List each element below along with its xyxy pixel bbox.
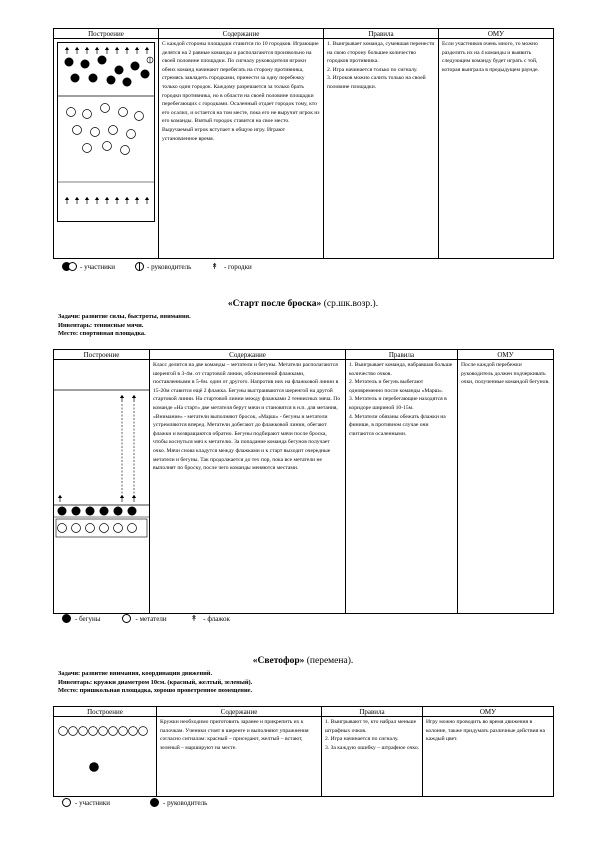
thrower [128, 524, 137, 533]
thrower [72, 524, 81, 533]
flag-icon: ↟ [190, 614, 198, 623]
flag-head [120, 495, 124, 498]
game2-title [53, 299, 553, 309]
game3-task: Задачи: развитие внимания, координации движений. [58, 670, 213, 677]
participant-dark [89, 74, 98, 83]
legend-flags: - флажок [203, 614, 230, 623]
thrower [100, 524, 109, 533]
participant-light [73, 126, 82, 135]
participant-icon-outline [68, 262, 77, 271]
game3-omu: Игру можно проводить во время движения в колонне, также придумать различные действия на каждый цвет. [423, 717, 554, 797]
leader-icon [150, 798, 159, 807]
runner-icon [62, 614, 71, 623]
game3-diagram-cell [54, 717, 157, 797]
participant-light [67, 108, 76, 117]
thrower [58, 524, 67, 533]
participant-dark [131, 62, 140, 71]
participant-dark [115, 66, 124, 75]
legend-throwers: - метатели [135, 614, 167, 623]
participant [129, 727, 138, 736]
flag-marker [58, 495, 62, 502]
header-omu: ОМУ [439, 29, 554, 39]
flag-head [120, 395, 124, 398]
flag-marker [120, 495, 124, 502]
game3-content: Кружки необходимо приготовить заранее и прикрепить их к палочкам. Ученики стоят в шеренге и выполняют упражнения согласно сигналам: красный – приседают, желтый – встают, зеленый – маршируют на месте. [157, 717, 322, 797]
participant-light [121, 146, 130, 155]
legend-participants: - участники [75, 798, 111, 807]
participant-dark [71, 74, 80, 83]
game3-inventory: Инвентарь: кружки диаметром 10см. (красный, желтый, зеленый). [58, 678, 253, 686]
participant-light [83, 144, 92, 153]
game2-title-name: «Старт после броска» [227, 299, 322, 309]
header-construction: Построение [54, 29, 159, 39]
game1-omu: Если участников очень много, то можно разделить их на 4 команды и выявить следующим команду будет играть с той, которая выиграла в предыдущем раунде. [439, 39, 554, 259]
flag-marker [120, 395, 124, 402]
runner [114, 507, 123, 516]
participant-light [135, 112, 144, 121]
legend-runners: - бегуны [75, 614, 101, 623]
game2-inventory: Инвентарь: теннисные мячи. [58, 321, 144, 329]
participant-light [91, 128, 100, 137]
game2-field-diagram [54, 360, 149, 608]
game3-legend [62, 798, 362, 807]
header-rules: Правила [324, 29, 439, 39]
legend-towns: - городки [223, 262, 252, 271]
game2-task: Задачи: развитие силы, быстроты, внимания. [58, 313, 191, 320]
runner [128, 507, 137, 516]
game2-diagram-cell [54, 360, 150, 614]
flag-marker [132, 495, 136, 502]
header-construction: Построение [54, 707, 157, 717]
header-construction: Построение [54, 350, 150, 360]
runner [86, 507, 95, 516]
game3-table [53, 706, 554, 797]
participant-dark [107, 76, 116, 85]
game1-field-diagram [57, 42, 155, 222]
participant-dark [81, 60, 90, 69]
flag-head [132, 495, 136, 498]
participant-light [109, 126, 118, 135]
participant-dark [98, 56, 107, 65]
game2-table [53, 349, 554, 614]
legend-participants: - участники [80, 262, 116, 271]
game2-title-suffix: (ср.шк.возр.). [321, 299, 379, 309]
participant [139, 727, 148, 736]
header-omu: ОМУ [423, 707, 554, 717]
header-content: Содержание [157, 707, 322, 717]
game3-place: Место: пришкольная площадка, хорошо проветренное помещение. [58, 687, 253, 694]
game2-omu: После каждой перебежки руководитель должен подчеркивать очки, полученные командой бегунов. [458, 360, 554, 614]
game1-diagram-cell [54, 39, 159, 259]
participant [79, 727, 88, 736]
game3-title [53, 656, 553, 666]
game1-table [53, 28, 554, 259]
game1-legend [62, 262, 362, 271]
flag-head [58, 495, 62, 498]
game2-rules: 1. Выигрывает команда, набравшая больше количество очков. 2. Метатель и бегунь выбегают одновременно после команды «Марш». 3. Метатель и перебегающие находятся в коридоре шириной 10-15м. 4. Метатели обязаны обежать флажки на финише, в противном случае они считаются осаленными. [346, 360, 458, 614]
header-omu: ОМУ [458, 350, 554, 360]
participant-dark [65, 58, 74, 67]
game2-meta [58, 313, 548, 339]
thrower [86, 524, 95, 533]
participant-light [103, 142, 112, 151]
flag-marker [132, 395, 136, 402]
legend-leader: - руководитель [147, 262, 192, 271]
game3-title-suffix: (перемена). [304, 656, 354, 666]
participant-light [101, 104, 110, 113]
participant-light [83, 110, 92, 119]
header-rules: Правила [346, 350, 458, 360]
participant-dark [123, 78, 132, 87]
header-content: Содержание [159, 29, 324, 39]
game2-content: Класс делится на две команды – метатели и бегуны. Метатели располагаются шеренгой в 3-4м. от стартовой линии, обозначенной флажками, поставленными в 5-6м. один от другого. Напротив них на флажковой линии в 15-20м ставится ещё 2 флажка. Бегуны выстраиваются шеренгой на другой стартовой линии. На стартовой линии между флажками 2 теннисных мяча. По команде «На старт» две метателя берут мячи и становятся в н.п. для метания, «Внимание» - метатели выполняют бросок, «Марш» - бегуны и метатели устремляются вперед. Метатели добегают до флажковой линии, обегают флажки и возвращаются обратно. Бегуны подбирают мячи после броска, чтобы коснуться мяч к метателю. За попадание команда бегунов получает очко. Мячи снова кладутся между флажками и к старт выходит очередные метатели и бегуны. Так продолжается до тех пор, пока все метатели не выполнят по броску, после чего команды меняются местами. [150, 360, 346, 614]
participant [99, 727, 108, 736]
header-content: Содержание [150, 350, 346, 360]
participant [59, 727, 68, 736]
thrower [114, 524, 123, 533]
game1-rules: 1. Выигрывает команда, сумевшая перенести на свою сторону большее количество городков противника. 2. Игра начинается только по сигналу. 3. Игроков можно салить только на своей половине площадки. [324, 39, 439, 259]
participant [89, 727, 98, 736]
runner [58, 507, 67, 516]
runner [100, 507, 109, 516]
game1-content: С каждой стороны площадки ставится по 10 городков. Играющие делятся на 2 равные команды и располагаются произвольно на своей половине площадки. По сигналу руководителя игроки обеих команд начинают перебегать на сторону противника, стремясь завладеть городками, принести за одну перебежку только один городок. Каждому разрешается за только брать городки противника, но в области на своей половине площадки перебегающих с городками. Осаленный отдает городок тому, кто его осалил, и остается на том месте, пока его не выручит игрок из его команды. Взятый городок ставится на свое место. Выручаемый игрок вступает в общую игру. Играют установленное время. [159, 39, 324, 259]
game3-field-diagram [54, 717, 154, 791]
town-icon: ↟ [211, 262, 218, 271]
participant-icon [62, 798, 71, 807]
game2-legend [62, 614, 362, 623]
participant-light [119, 108, 128, 117]
game3-rules: 1. Выигрывают те, кто набрал меньше штрафных очков. 2. Игра начинается по сигналу. 3. За каждую ошибку – штрафное очко. [322, 717, 423, 797]
legend-leader: - руководитель [163, 798, 208, 807]
game3-title-name: «Светофор» [252, 656, 305, 666]
participant [69, 727, 78, 736]
participant-dark [141, 70, 150, 79]
game2-place: Место: спортивная площадка. [58, 330, 146, 337]
header-rules: Правила [322, 707, 423, 717]
participant [119, 727, 128, 736]
thrower-icon [122, 614, 131, 623]
participant [109, 727, 118, 736]
game3-meta [58, 670, 548, 696]
flag-head [132, 395, 136, 398]
participant-light [127, 130, 136, 139]
leader-icon [135, 262, 144, 271]
runner [72, 507, 81, 516]
leader [89, 762, 99, 772]
